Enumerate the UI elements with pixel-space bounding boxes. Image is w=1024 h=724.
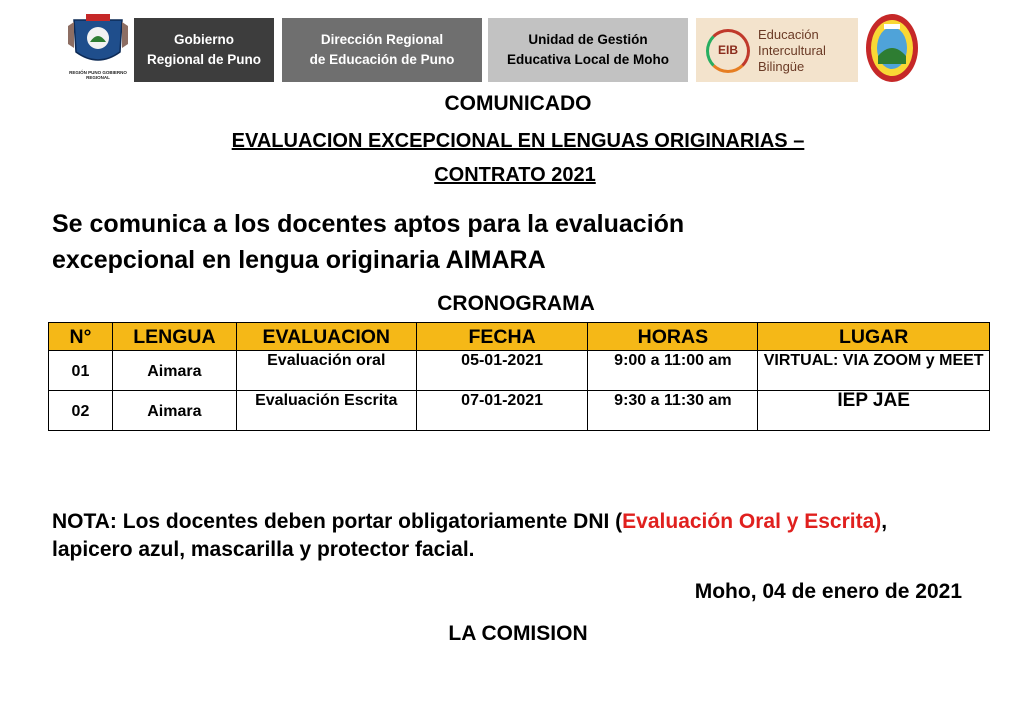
header-box-gobierno: [134, 18, 274, 82]
eib-circle-icon: [706, 29, 750, 73]
date-line: Moho, 04 de enero de 2021: [694, 580, 962, 603]
table-row: [49, 391, 990, 431]
note-paragraph: [52, 508, 952, 564]
eib-line: Educación: [758, 27, 819, 42]
cell-number: 01: [49, 351, 113, 391]
header-box-line: Unidad de Gestión: [528, 32, 648, 47]
logo-caption: REGIÓN PUNO GOBIERNO REGIONAL: [69, 70, 127, 80]
note-text-end: , lapicero azul, mascarilla y protector facial.: [52, 510, 888, 561]
cell-fecha: 07-01-2021: [416, 391, 588, 431]
header-box-line: Educativa Local de Moho: [506, 52, 670, 67]
cell-lengua: Aimara: [112, 351, 236, 391]
header-box-line: Regional de Puno: [146, 52, 261, 67]
schedule-heading: CRONOGRAMA: [437, 292, 595, 315]
header-box-line: Dirección Regional: [320, 32, 444, 47]
column-header-evaluacion: EVALUACION: [236, 323, 416, 351]
header-box-line: Gobierno: [173, 32, 234, 47]
ugel-seal-icon: [864, 12, 920, 84]
eib-line: Bilingüe: [758, 59, 805, 74]
eib-mark: EIB: [717, 43, 738, 57]
header-box-ugel: [488, 18, 688, 82]
eib-text: [758, 27, 826, 75]
note-highlight: Evaluación Oral y Escrita): [622, 510, 882, 533]
cell-evaluacion: Evaluación Escrita: [236, 391, 416, 431]
column-header-lugar: LUGAR: [758, 323, 990, 351]
page-title: COMUNICADO: [444, 92, 592, 115]
subtitle-line-2: CONTRATO 2021: [434, 164, 596, 186]
table-row: [49, 351, 990, 391]
column-header-fecha: FECHA: [416, 323, 588, 351]
cell-lugar: VIRTUAL: VIA ZOOM y MEET: [758, 351, 990, 391]
schedule-table: [48, 322, 990, 431]
note-text: NOTA: Los docentes deben portar obligatoriamente DNI (: [52, 510, 623, 533]
header-banner: [64, 12, 924, 84]
signature: LA COMISION: [448, 622, 588, 645]
cell-fecha: 05-01-2021: [416, 351, 588, 391]
cell-horas: 9:30 a 11:30 am: [588, 391, 758, 431]
cell-horas: 9:00 a 11:00 am: [588, 351, 758, 391]
eib-line: Intercultural: [758, 43, 826, 58]
column-header-lengua: LENGUA: [112, 323, 236, 351]
table-header-row: [49, 323, 990, 351]
subtitle-line-1: EVALUACION EXCEPCIONAL EN LENGUAS ORIGINARIAS –: [231, 130, 805, 152]
shield-emblem-icon: [64, 12, 132, 70]
column-header-number: N°: [49, 323, 113, 351]
regional-government-logo: [64, 12, 132, 82]
intro-line: Se comunica a los docentes aptos para la evaluación: [52, 210, 685, 238]
cell-evaluacion: Evaluación oral: [236, 351, 416, 391]
intro-paragraph: [52, 206, 972, 278]
column-header-horas: HORAS: [588, 323, 758, 351]
cell-lugar: IEP JAE: [758, 391, 990, 431]
header-box-direccion: [282, 18, 482, 82]
cell-number: 02: [49, 391, 113, 431]
intro-line: excepcional en lengua originaria AIMARA: [52, 246, 546, 274]
cell-lengua: Aimara: [112, 391, 236, 431]
header-box-line: de Educación de Puno: [309, 52, 455, 67]
eib-logo: [696, 18, 858, 82]
